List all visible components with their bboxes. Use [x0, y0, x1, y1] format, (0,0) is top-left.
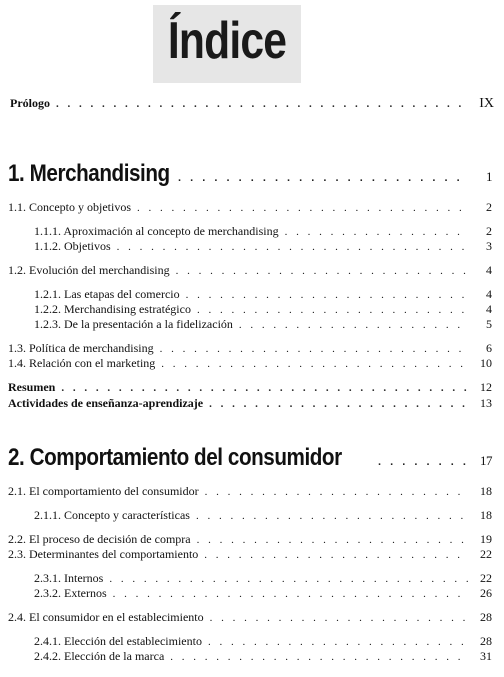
toc-page-number: 3 [486, 239, 492, 253]
toc-label: 1.2.2. Merchandising estratégico [34, 302, 191, 316]
toc-chapter-2[interactable] [0, 444, 504, 472]
toc-entry[interactable] [0, 302, 504, 317]
toc-entry[interactable] [0, 287, 504, 302]
toc-entry[interactable] [0, 547, 504, 562]
toc-page-number: 22 [480, 571, 492, 585]
leader-dots [208, 636, 468, 648]
toc-label: 2.1.1. Concepto y características [34, 508, 190, 522]
toc-label: 1.2. Evolución del merchandising [8, 263, 170, 277]
toc-label: 2.3. Determinantes del comportamiento [8, 547, 199, 561]
toc-label: 1.1.2. Objetivos [34, 239, 111, 253]
leader-dots [204, 549, 468, 561]
toc-page-number: 10 [480, 356, 492, 370]
toc-entry[interactable] [0, 508, 504, 523]
toc-entry[interactable] [0, 649, 504, 664]
toc-page-number: 6 [486, 341, 492, 355]
toc-label: 1.1. Concepto y objetivos [8, 200, 131, 214]
leader-dots [176, 265, 468, 277]
toc-page-number: 18 [480, 508, 492, 522]
leader-dots [117, 241, 468, 253]
toc-page-number: 5 [486, 317, 492, 331]
toc-page-number: 26 [480, 586, 492, 600]
toc-label: 2.4.1. Elección del establecimiento [34, 634, 202, 648]
toc-label: 2.1. El comportamiento del consumidor [8, 484, 199, 498]
leader-dots [197, 304, 468, 316]
toc-label: 1.2.1. Las etapas del comercio [34, 287, 180, 301]
leader-dots [186, 289, 468, 301]
toc-entry[interactable] [0, 532, 504, 547]
toc-page-number: IX [479, 96, 494, 111]
leader-dots [210, 612, 468, 624]
toc-label: 2.3.2. Externos [34, 586, 107, 600]
leader-dots [170, 651, 468, 663]
toc-entry[interactable] [0, 200, 504, 215]
leader-dots [109, 573, 468, 585]
leader-dots [161, 358, 468, 370]
toc-label: Resumen [8, 380, 56, 394]
toc-entry[interactable] [0, 224, 504, 239]
toc-chapter-1[interactable] [0, 160, 504, 188]
toc-page-number: 28 [480, 634, 492, 648]
toc-entry[interactable] [0, 341, 504, 356]
toc-label: 1.2.3. De la presentación a la fidelización [34, 317, 233, 331]
toc-page-number: 2 [486, 224, 492, 238]
toc-page-number: 2 [486, 200, 492, 214]
toc-label: Prólogo [10, 96, 50, 110]
toc-label: 2.4.2. Elección de la marca [34, 649, 165, 663]
toc-entry[interactable] [0, 484, 504, 499]
leader-dots [61, 382, 468, 394]
leader-dots [239, 319, 468, 331]
toc-page-number: 17 [480, 453, 492, 468]
leader-dots [196, 510, 468, 522]
toc-entry[interactable] [0, 586, 504, 601]
leader-dots [285, 226, 468, 238]
toc-entry[interactable] [0, 571, 504, 586]
toc-entry[interactable] [0, 634, 504, 649]
toc-label: Actividades de enseñanza-aprendizaje [8, 396, 204, 410]
toc-entry[interactable] [0, 239, 504, 254]
toc-label: 2.3.1. Internos [34, 571, 104, 585]
leader-dots [56, 98, 464, 110]
leader-dots [160, 343, 468, 355]
page-title: Índice [167, 12, 287, 70]
leader-dots [209, 398, 468, 410]
toc-entry[interactable] [0, 356, 504, 371]
toc-page-number: 31 [480, 649, 492, 663]
chapter-title: 1. Merchandising [8, 160, 170, 187]
toc-entry[interactable] [0, 610, 504, 625]
toc-entry-prologo[interactable] [0, 96, 504, 112]
toc-page-number: 4 [486, 302, 492, 316]
leader-dots [137, 202, 468, 214]
leader-dots [178, 172, 468, 184]
toc-page-number: 19 [480, 532, 492, 546]
toc-label: 2.2. El proceso de decisión de compra [8, 532, 191, 546]
toc-page-number: 1 [486, 169, 492, 184]
title-banner [153, 5, 301, 83]
leader-dots [197, 534, 468, 546]
leader-dots [113, 588, 468, 600]
toc-label: 2.4. El consumidor en el establecimiento [8, 610, 204, 624]
toc-page-number: 4 [486, 287, 492, 301]
toc-page-number: 22 [480, 547, 492, 561]
toc-page-number: 18 [480, 484, 492, 498]
toc-page-number: 28 [480, 610, 492, 624]
leader-dots [378, 456, 468, 468]
chapter-title: 2. Comportamiento del consumidor [8, 444, 342, 471]
leader-dots [205, 486, 468, 498]
toc-page-number: 12 [480, 380, 492, 394]
toc-label: 1.1.1. Aproximación al concepto de merchandising [34, 224, 279, 238]
toc-entry[interactable] [0, 263, 504, 278]
toc-entry-resumen[interactable] [0, 380, 504, 395]
toc-entry[interactable] [0, 317, 504, 332]
toc-label: 1.3. Política de merchandising [8, 341, 154, 355]
toc-page-number: 13 [480, 396, 492, 410]
toc-entry-actividades[interactable] [0, 396, 504, 411]
toc-label: 1.4. Relación con el marketing [8, 356, 156, 370]
toc-page-number: 4 [486, 263, 492, 277]
